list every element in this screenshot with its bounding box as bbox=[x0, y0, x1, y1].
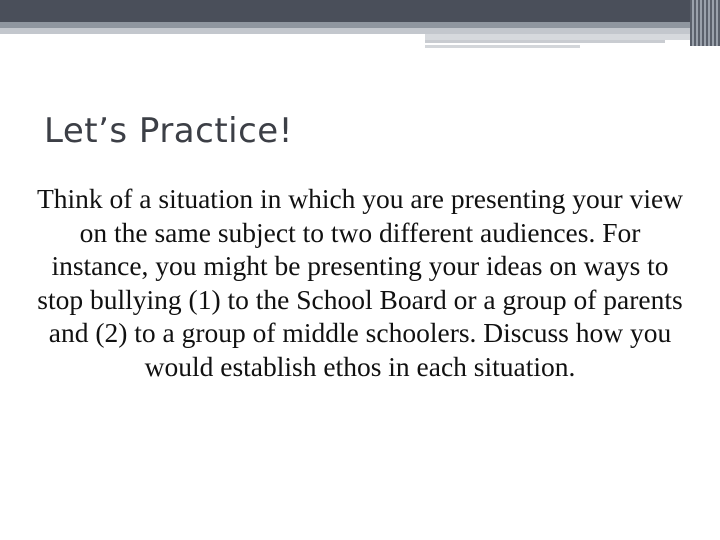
header-banner-accent bbox=[690, 0, 720, 46]
slide-title: Let’s Practice! bbox=[44, 111, 293, 151]
header-banner bbox=[0, 0, 720, 22]
slide-body-text: Think of a situation in which you are presenting your view on the same subject to two different audiences. For instance, you might be presenting your ideas on ways to stop bullying (1) to the School Board or a group of parents and (2) to a group of middle schoolers. Discuss how you would establish ethos in each situation. bbox=[36, 183, 684, 382]
header-stripe bbox=[425, 40, 665, 43]
header-stripe bbox=[425, 45, 580, 48]
